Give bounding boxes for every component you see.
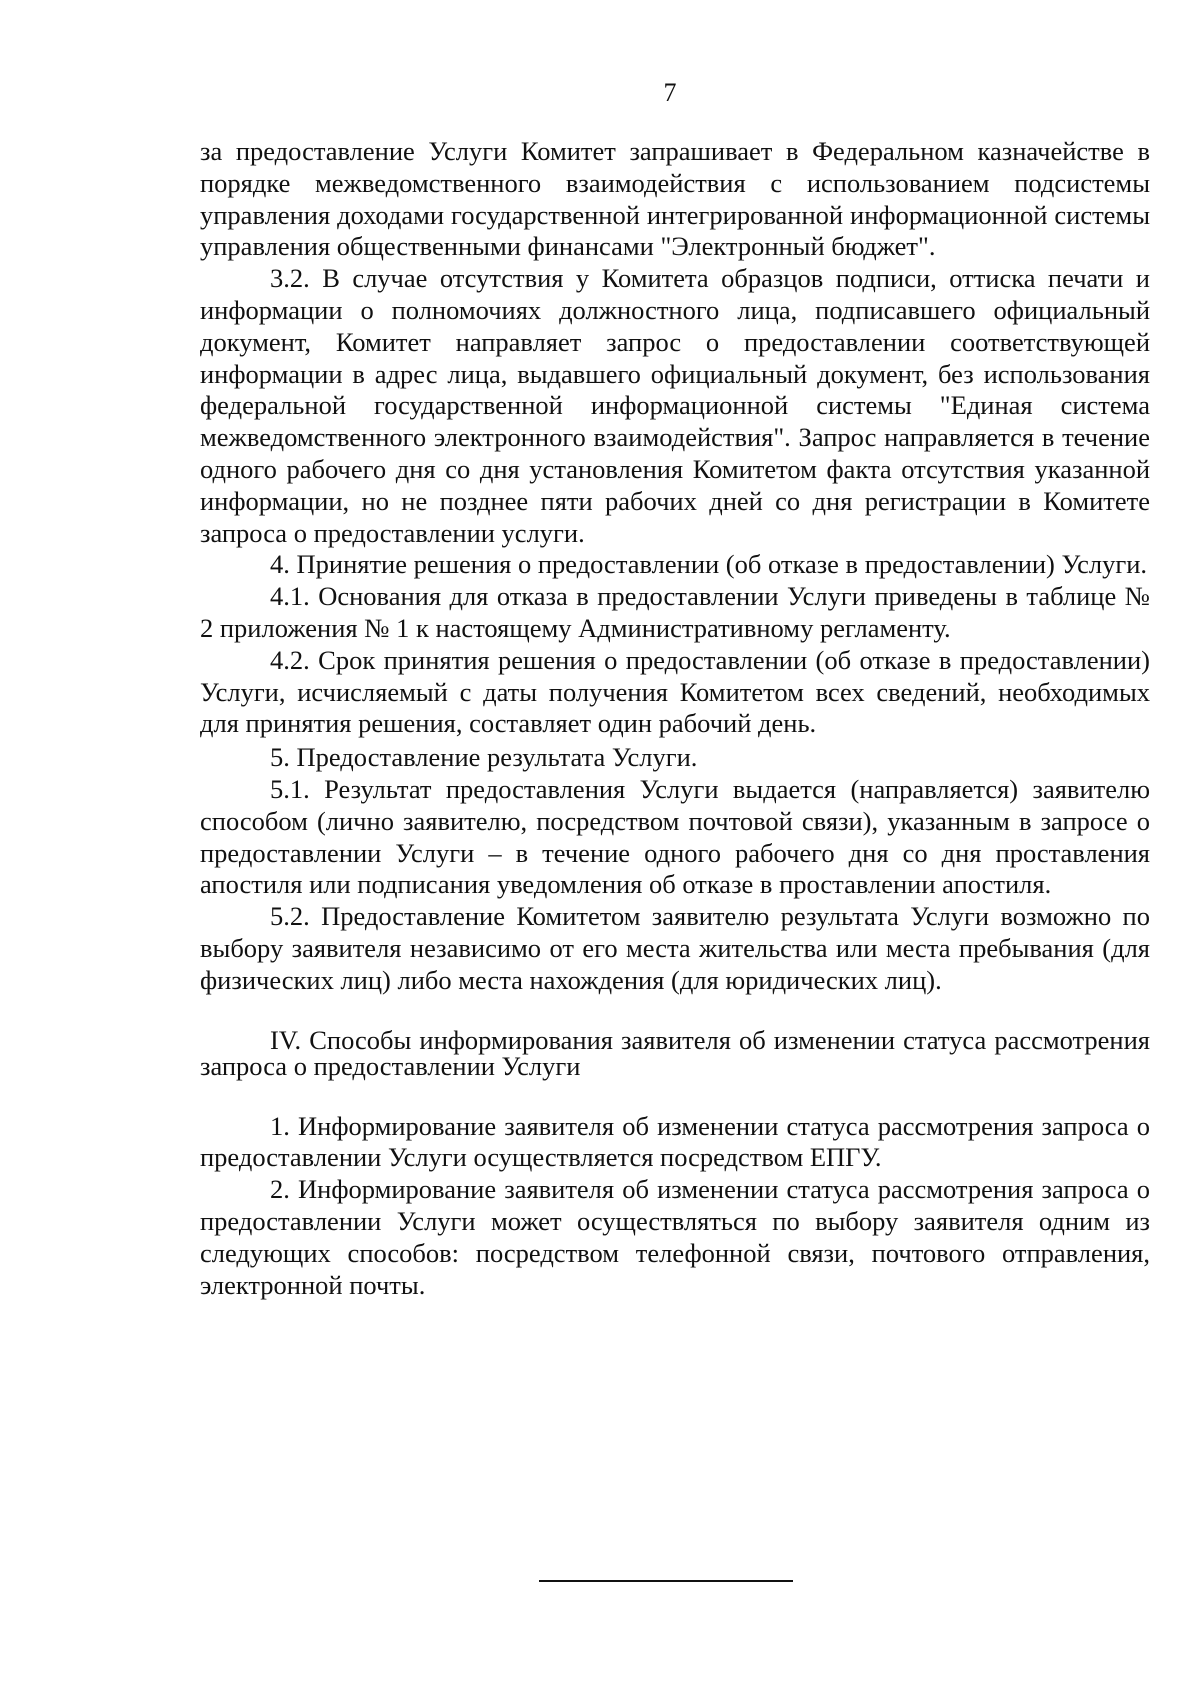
paragraph-continuation: за предоставление Услуги Комитет запрашивает в Федеральном казначействе в порядке межведомственного взаимодействия с использованием подсистемы управления доходами государственной интегрированной информационной системы управления общественными финансами "Электронный бюджет". <box>200 136 1150 262</box>
document-body <box>200 136 1150 1301</box>
paragraph-4-2: 4.2. Срок принятия решения о предоставлении (об отказе в предоставлении) Услуги, исчисляемый с даты получения Комитетом всех сведений, необходимых для принятия решения, составляет один рабочий день. <box>200 644 1150 739</box>
paragraph-4: 4. Принятие решения о предоставлении (об отказе в предоставлении) Услуги. <box>270 549 1147 580</box>
page-number: 7 <box>663 78 677 107</box>
paragraph-3-2: 3.2. В случае отсутствия у Комитета образцов подписи, оттиска печати и информации о полномочиях должностного лица, подписавшего официальный документ, Комитет направляет запрос о предоставлении соответствующей информации в адрес лица, выдавшего официальный документ, без использования федеральной государственной информационной системы "Единая система межведомственного электронного взаимодействия". Запрос направляется в течение одного рабочего дня со дня установления Комитетом факта отсутствия указанной информации, но не позднее пяти рабочих дней со дня регистрации в Комитете запроса о предоставлении услуги. <box>200 263 1150 548</box>
paragraph-5-2: 5.2. Предоставление Комитетом заявителю результата Услуги возможно по выбору заявителя независимо от его места жительства или места пребывания (для физических лиц) либо места нахождения (для юридических лиц). <box>200 901 1150 995</box>
section-heading-iv: IV. Способы информирования заявителя об изменении статуса рассмотрения запроса о предоставлении Услуги <box>200 1024 1150 1081</box>
paragraph-5-1: 5.1. Результат предоставления Услуги выдается (направляется) заявителю способом (лично заявителю, посредством почтовой связи), указанным в запросе о предоставлении Услуги – в течение одного рабочего дня со дня проставления апостиля или подписания уведомления об отказе в проставлении апостиля. <box>200 773 1150 900</box>
section-paragraph-2: 2. Информирование заявителя об изменении статуса рассмотрения запроса о предоставлении Услуги может осуществляться по выбору заявителя одним из следующих способов: посредством телефонной связи, почтового отправления, электронной почты. <box>200 1174 1150 1300</box>
closing-divider <box>539 1580 793 1582</box>
paragraph-5: 5. Предоставление результата Услуги. <box>270 742 698 773</box>
paragraph-4-1: 4.1. Основания для отказа в предоставлении Услуги приведены в таблице № 2 приложения № 1 к настоящему Административному регламенту. <box>200 581 1150 643</box>
section-paragraph-1: 1. Информирование заявителя об изменении статуса рассмотрения запроса о предоставлении Услуги осуществляется посредством ЕПГУ. <box>200 1110 1150 1173</box>
